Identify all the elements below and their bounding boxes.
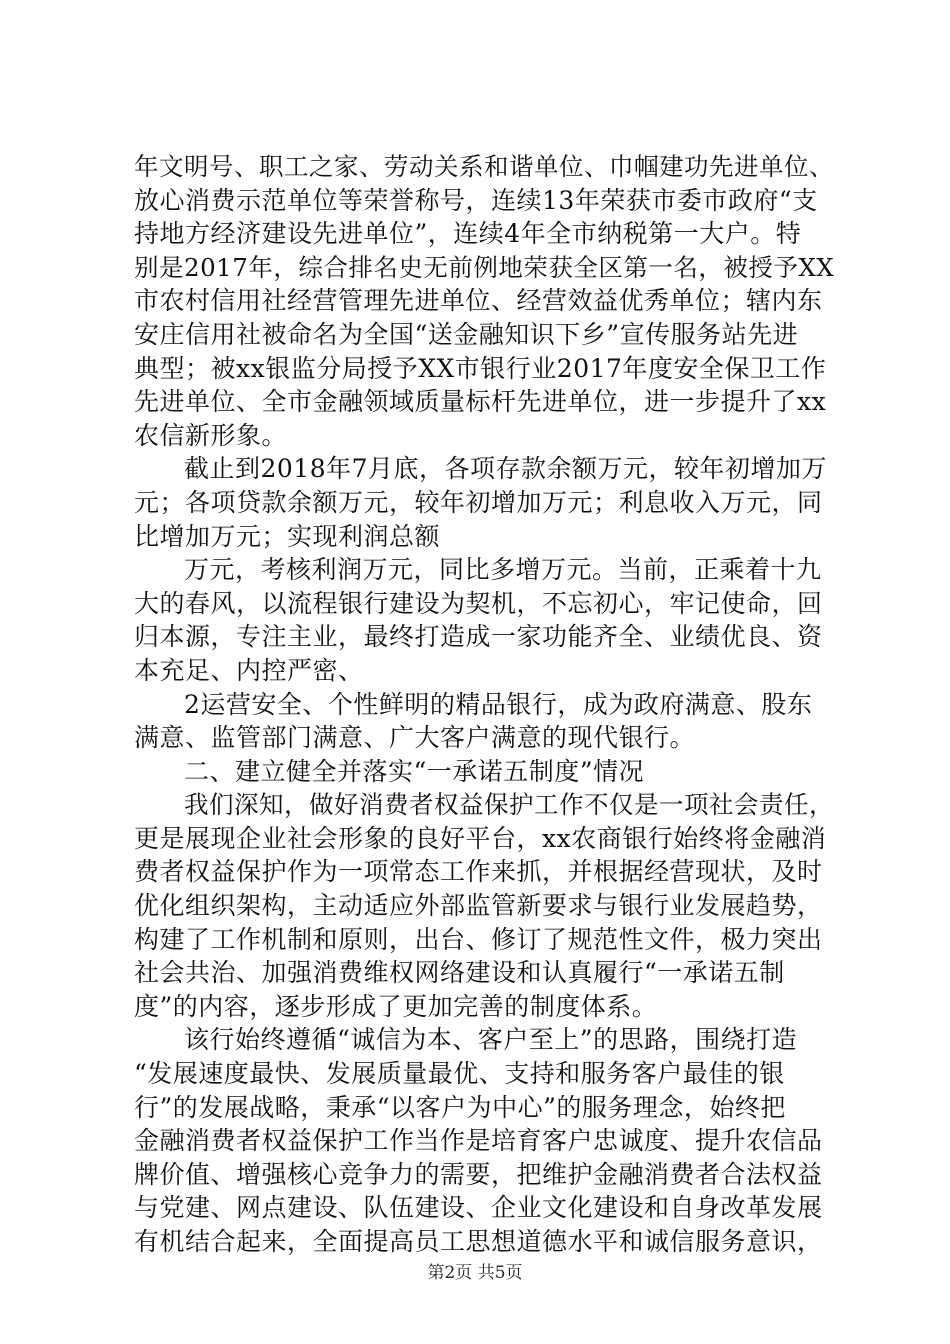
document-body [134, 150, 834, 1259]
text-line: 农信新形象。 [134, 420, 288, 450]
text-line: 本充足、内控严密、 [134, 655, 364, 685]
text-line: 先进单位、全市金融领域质量标杆先进单位，进一步提升了xx [134, 387, 827, 417]
text-line: 费者权益保护作为一项常态工作来抓，并根据经营现状，及时 [134, 857, 823, 887]
text-line: 有机结合起来，全面提高员工思想道德水平和诚信服务意识， [134, 1227, 823, 1256]
text-line: 我们深知，做好消费者权益保护工作不仅是一项社会责任， [184, 790, 834, 820]
text-line: 元；各项贷款余额万元，较年初增加万元；利息收入万元，同 [134, 487, 823, 517]
text-line: 别是2017年，综合排名史无前例地荣获全区第一名，被授予XX [134, 252, 835, 282]
text-line: 大的春风，以流程银行建设为契机，不忘初心，牢记使命，回 [134, 588, 823, 618]
text-line: 2运营安全、个性鲜明的精品银行，成为政府满意、股东 [184, 689, 813, 719]
text-line: 行”的发展战略，秉承“以客户为中心”的服务理念，始终把 [134, 1092, 786, 1122]
page-footer: 第2页 共5页 [427, 1263, 523, 1283]
text-line: 与党建、网点建设、队伍建设、企业文化建设和自身改革发展 [134, 1193, 823, 1223]
text-line: 归本源，专注主业，最终打造成一家功能齐全、业绩优良、资 [134, 622, 823, 652]
text-line: 万元，考核利润万元，同比多增万元。当前，正乘着十九 [184, 555, 822, 585]
text-line: 金融消费者权益保护工作当作是培育客户忠诚度、提升农信品 [134, 1126, 823, 1156]
text-line: 二、建立健全并落实“一承诺五制度”情况 [184, 756, 645, 786]
text-line: 社会共治、加强消费维权网络建设和认真履行“一承诺五制 [134, 958, 785, 988]
text-line: 优化组织架构，主动适应外部监管新要求与银行业发展趋势， [134, 891, 823, 921]
text-line: 典型；被xx银监分局授予XX市银行业2017年度安全保卫工作 [134, 353, 827, 383]
text-line: 构建了工作机制和原则，出台、修订了规范性文件，极力突出 [134, 924, 823, 954]
text-line: 度”的内容，逐步形成了更加完善的制度体系。 [134, 991, 658, 1021]
text-line: 该行始终遵循“诚信为本、客户至上”的思路，围绕打造 [184, 1025, 798, 1055]
text-line: “发展速度最快、发展质量最优、支持和服务客户最佳的银 [134, 1059, 785, 1089]
text-line: 牌价值、增强核心竞争力的需要，把维护金融消费者合法权益 [134, 1159, 823, 1189]
text-line: 更是展现企业社会形象的良好平台，xx农商银行始终将金融消 [134, 823, 827, 853]
text-line: 安庄信用社被命名为全国“送金融知识下乡”宣传服务站先进 [134, 319, 799, 349]
text-line: 满意、监管部门满意、广大客户满意的现代银行。 [134, 723, 696, 753]
text-line: 比增加万元；实现利润总额 [134, 521, 441, 551]
text-line: 截止到2018年7月底，各项存款余额万元，较年初增加万 [184, 454, 828, 484]
text-line: 放心消费示范单位等荣誉称号，连续13年荣获市委市政府“支 [134, 185, 818, 215]
text-line: 持地方经济建设先进单位”，连续4年全市纳税第一大户。特 [134, 219, 802, 249]
text-line: 市农村信用社经营管理先进单位、经营效益优秀单位；辖内东 [134, 286, 823, 316]
text-line: 年文明号、职工之家、劳动关系和谐单位、巾帼建功先进单位、 [134, 152, 834, 181]
